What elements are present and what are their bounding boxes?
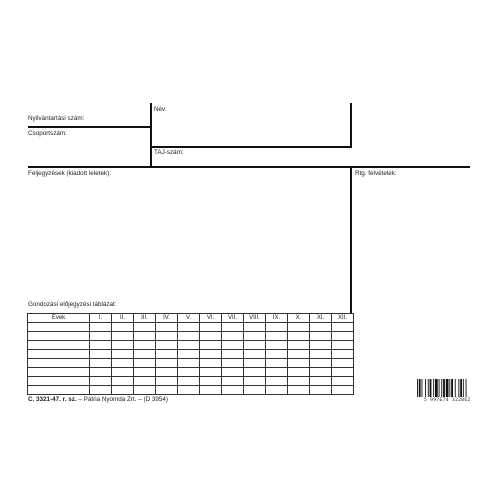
table-cell[interactable] <box>90 332 112 341</box>
table-cell[interactable] <box>200 386 222 395</box>
table-cell[interactable] <box>178 368 200 377</box>
table-cell[interactable] <box>244 350 266 359</box>
registration-number-label: Nyilvántartási szám: <box>28 115 85 122</box>
table-cell[interactable] <box>222 359 244 368</box>
table-cell[interactable] <box>134 386 156 395</box>
barcode-bar <box>466 379 467 397</box>
table-cell[interactable] <box>200 323 222 332</box>
table-cell[interactable] <box>288 359 310 368</box>
table-cell[interactable] <box>28 332 90 341</box>
table-cell[interactable] <box>90 386 112 395</box>
table-cell[interactable] <box>266 377 288 386</box>
table-cell[interactable] <box>112 323 134 332</box>
table-cell[interactable] <box>266 359 288 368</box>
table-row <box>28 332 354 341</box>
table-cell[interactable] <box>178 359 200 368</box>
barcode-bar <box>422 379 423 397</box>
table-cell[interactable] <box>156 377 178 386</box>
table-row <box>28 323 354 332</box>
table-row <box>28 350 354 359</box>
table-cell[interactable] <box>332 377 354 386</box>
table-cell[interactable] <box>266 332 288 341</box>
barcode-bar <box>430 379 432 397</box>
table-row <box>28 341 354 350</box>
table-row <box>28 377 354 386</box>
table-row <box>28 359 354 368</box>
table-cell[interactable] <box>288 386 310 395</box>
barcode-number: 5 997674 322062 <box>424 398 471 403</box>
table-cell[interactable] <box>266 350 288 359</box>
care-table-label: Gondozási előjegyzési táblázat: <box>28 301 117 308</box>
table-cell[interactable] <box>178 386 200 395</box>
barcode-bar <box>460 379 462 397</box>
table-cell[interactable] <box>310 377 332 386</box>
table-cell[interactable] <box>310 386 332 395</box>
barcode-bar <box>443 379 445 397</box>
table-cell[interactable] <box>112 359 134 368</box>
table-cell[interactable] <box>222 323 244 332</box>
table-cell[interactable] <box>134 323 156 332</box>
column-header-month: I. <box>90 314 112 323</box>
table-cell[interactable] <box>112 341 134 350</box>
table-cell[interactable] <box>112 368 134 377</box>
table-cell[interactable] <box>288 368 310 377</box>
table-cell[interactable] <box>288 332 310 341</box>
table-cell[interactable] <box>200 359 222 368</box>
barcode-bar <box>433 379 434 397</box>
care-schedule-table <box>27 313 354 395</box>
taj-divider-line <box>150 146 352 148</box>
table-cell[interactable] <box>310 350 332 359</box>
table-cell[interactable] <box>310 368 332 377</box>
table-cell[interactable] <box>28 386 90 395</box>
barcode-bar <box>451 379 453 397</box>
barcode-image <box>416 379 486 397</box>
table-cell[interactable] <box>332 386 354 395</box>
table-cell[interactable] <box>332 323 354 332</box>
table-cell[interactable] <box>134 359 156 368</box>
right-top-tick <box>350 103 352 148</box>
table-cell[interactable] <box>288 377 310 386</box>
table-cell[interactable] <box>200 350 222 359</box>
table-cell[interactable] <box>332 368 354 377</box>
table-cell[interactable] <box>28 341 90 350</box>
table-cell[interactable] <box>244 386 266 395</box>
table-cell[interactable] <box>156 368 178 377</box>
table-cell[interactable] <box>178 350 200 359</box>
column-header-month: VIII. <box>244 314 266 323</box>
table-cell[interactable] <box>288 341 310 350</box>
table-cell[interactable] <box>90 377 112 386</box>
taj-number-label: TAJ-szám: <box>154 149 184 156</box>
table-cell[interactable] <box>266 323 288 332</box>
main-horizontal-line <box>28 166 470 168</box>
barcode-bar <box>455 379 456 397</box>
table-cell[interactable] <box>134 377 156 386</box>
table-cell[interactable] <box>200 341 222 350</box>
table-cell[interactable] <box>222 341 244 350</box>
table-row <box>28 386 354 395</box>
table-cell[interactable] <box>156 323 178 332</box>
table-cell[interactable] <box>90 359 112 368</box>
table-cell[interactable] <box>112 377 134 386</box>
top-divider-line <box>28 126 151 128</box>
column-header-month: III. <box>134 314 156 323</box>
table-cell[interactable] <box>244 368 266 377</box>
column-header-month: IX. <box>266 314 288 323</box>
table-cell[interactable] <box>178 377 200 386</box>
table-cell[interactable] <box>222 368 244 377</box>
column-header-month: XII. <box>332 314 354 323</box>
table-cell[interactable] <box>332 350 354 359</box>
table-cell[interactable] <box>156 332 178 341</box>
table-cell[interactable] <box>266 386 288 395</box>
barcode-bar <box>419 379 421 397</box>
table-cell[interactable] <box>310 359 332 368</box>
table-cell[interactable] <box>28 323 90 332</box>
table-cell[interactable] <box>156 386 178 395</box>
table-cell[interactable] <box>156 341 178 350</box>
table-cell[interactable] <box>244 332 266 341</box>
barcode-bar <box>441 379 442 397</box>
barcode-bar <box>446 379 449 397</box>
table-cell[interactable] <box>90 350 112 359</box>
xray-label: Rtg. felvételek: <box>355 170 397 177</box>
table-cell[interactable] <box>332 341 354 350</box>
name-column-divider <box>150 103 152 168</box>
barcode-bar <box>435 379 438 397</box>
barcode-bar <box>463 379 464 397</box>
table-cell[interactable] <box>28 377 90 386</box>
barcode-bar <box>439 379 440 397</box>
table-cell[interactable] <box>178 323 200 332</box>
table-cell[interactable] <box>134 341 156 350</box>
table-cell[interactable] <box>156 359 178 368</box>
table-cell[interactable] <box>200 377 222 386</box>
table-cell[interactable] <box>332 359 354 368</box>
table-cell[interactable] <box>156 350 178 359</box>
table-cell[interactable] <box>134 332 156 341</box>
table-cell[interactable] <box>266 368 288 377</box>
column-header-month: VI. <box>200 314 222 323</box>
column-header-month: X. <box>288 314 310 323</box>
table-cell[interactable] <box>244 323 266 332</box>
column-header-years: Évek <box>28 314 90 323</box>
table-cell[interactable] <box>266 341 288 350</box>
table-cell[interactable] <box>178 341 200 350</box>
group-number-label: Csoportszám: <box>28 130 67 137</box>
table-cell[interactable] <box>134 368 156 377</box>
table-cell[interactable] <box>112 332 134 341</box>
column-header-month: II. <box>112 314 134 323</box>
table-header-row <box>28 314 354 323</box>
column-header-month: XI. <box>310 314 332 323</box>
table-cell[interactable] <box>28 368 90 377</box>
column-header-month: VII. <box>222 314 244 323</box>
table-cell[interactable] <box>222 350 244 359</box>
table-cell[interactable] <box>310 332 332 341</box>
column-header-month: V. <box>178 314 200 323</box>
table-cell[interactable] <box>200 368 222 377</box>
table-cell[interactable] <box>288 350 310 359</box>
name-label: Név: <box>154 106 167 113</box>
table-cell[interactable] <box>222 386 244 395</box>
form-footer <box>28 396 168 403</box>
publisher-text: – Pátria Nyomda Zrt. – (D 3954) <box>76 396 168 403</box>
column-header-month: IV. <box>156 314 178 323</box>
table-cell[interactable] <box>288 323 310 332</box>
table-cell[interactable] <box>200 332 222 341</box>
table-cell[interactable] <box>244 359 266 368</box>
table-cell[interactable] <box>112 350 134 359</box>
notes-label: Feljegyzések (kiadott leletek): <box>28 170 111 177</box>
table-cell[interactable] <box>310 341 332 350</box>
table-cell[interactable] <box>332 332 354 341</box>
table-cell[interactable] <box>222 332 244 341</box>
barcode-bar <box>425 379 426 397</box>
table-cell[interactable] <box>178 332 200 341</box>
barcode-bar <box>449 379 450 397</box>
table-cell[interactable] <box>90 323 112 332</box>
barcode-bar <box>458 379 459 397</box>
table-cell[interactable] <box>222 377 244 386</box>
form-code: C. 3321-47. r. sz. <box>28 396 77 403</box>
table-row <box>28 368 354 377</box>
table-cell[interactable] <box>244 377 266 386</box>
table-cell[interactable] <box>134 350 156 359</box>
right-column-divider <box>350 166 352 314</box>
barcode-bar <box>417 379 418 397</box>
table-cell[interactable] <box>90 341 112 350</box>
table-cell[interactable] <box>310 323 332 332</box>
table-cell[interactable] <box>112 386 134 395</box>
barcode-bar <box>428 379 429 397</box>
table-cell[interactable] <box>28 350 90 359</box>
table-cell[interactable] <box>28 359 90 368</box>
table-cell[interactable] <box>244 341 266 350</box>
table-cell[interactable] <box>90 368 112 377</box>
